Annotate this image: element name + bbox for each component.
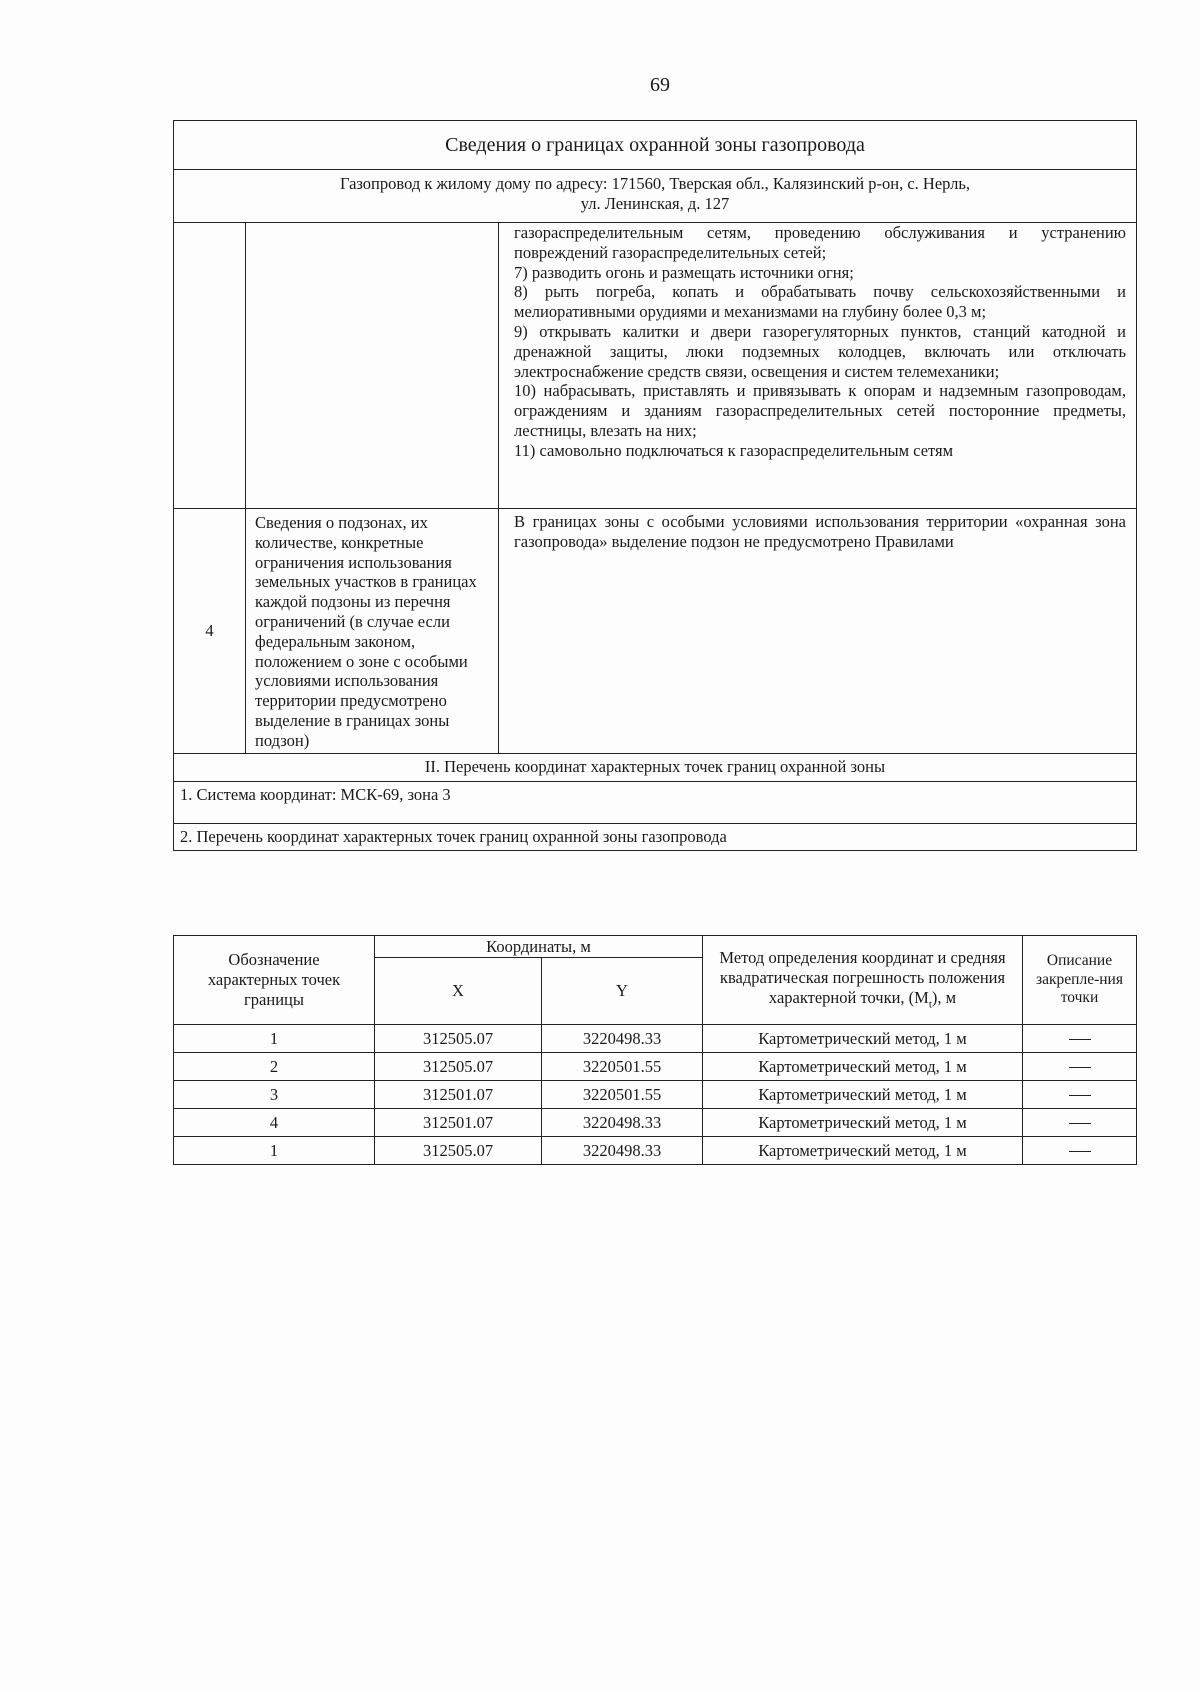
dash-mark: [1069, 1151, 1091, 1152]
subzone-info-text: В границах зоны с особыми условиями использования территории «охранная зона газопровода» выделение подзон не предусмотрено Правилами: [499, 509, 1137, 754]
zone-info-table: [173, 120, 1137, 851]
page-number: 69: [650, 74, 670, 96]
description-cell: [1023, 1053, 1137, 1081]
coordinate-list-title: 2. Перечень координат характерных точек границ охранной зоны газопровода: [174, 823, 1137, 850]
method-cell: Картометрический метод, 1 м: [703, 1109, 1023, 1137]
x-cell: 312501.07: [375, 1081, 542, 1109]
method-cell: Картометрический метод, 1 м: [703, 1137, 1023, 1165]
point-cell: 1: [174, 1025, 375, 1053]
header-description: Описание закрепле-ния точки: [1023, 936, 1137, 1025]
header-coordinates: Координаты, м: [375, 936, 703, 958]
continued-number-cell: [174, 223, 246, 509]
address-line-2: ул. Ленинская, д. 127: [580, 193, 730, 213]
dash-mark: [1069, 1123, 1091, 1124]
table-row: [174, 1109, 1137, 1137]
point-cell: 2: [174, 1053, 375, 1081]
restriction-line: 7) разводить огонь и размещать источники огня;: [514, 262, 854, 282]
method-cell: Картометрический метод, 1 м: [703, 1053, 1023, 1081]
table-row: [174, 1025, 1137, 1053]
restrictions-continued: [499, 223, 1137, 509]
restriction-line: 9) открывать калитки и двери газорегуляторных пунктов, станций катодной и дренажной защиты, люки подземных колодцев, включать или отключать электроснабжение средств связи, освещения и систем телемеханики;: [514, 321, 1127, 381]
coordinate-system: 1. Система координат: МСК-69, зона 3: [174, 781, 1137, 823]
table-title: Сведения о границах охранной зоны газопровода: [174, 121, 1137, 170]
restriction-line: 8) рыть погреба, копать и обрабатывать почву сельскохозяйственными и мелиоративными орудиями и механизмами на глубину более 0,3 м;: [514, 282, 1127, 322]
y-cell: 3220498.33: [542, 1109, 703, 1137]
description-cell: [1023, 1109, 1137, 1137]
point-cell: 3: [174, 1081, 375, 1109]
x-cell: 312505.07: [375, 1137, 542, 1165]
header-method: Метод определения координат и средняя квадратическая погрешность положения характерной точки, $(M_t)$, м: [703, 936, 1023, 1025]
restriction-line: 10) набрасывать, приставлять и привязывать к опорам и надземным газопроводам, ограждениям и зданиям газораспределительных сетей посторонние предметы, лестницы, влезать на них;: [514, 381, 1127, 440]
header-y: Y: [542, 958, 703, 1025]
y-cell: 3220498.33: [542, 1137, 703, 1165]
x-cell: 312501.07: [375, 1109, 542, 1137]
header-x: X: [375, 958, 542, 1025]
coordinates-table: [173, 935, 1137, 1165]
coordinates-rows: [174, 1025, 1137, 1165]
point-cell: 1: [174, 1137, 375, 1165]
y-cell: 3220501.55: [542, 1053, 703, 1081]
section-2-title: II. Перечень координат характерных точек границ охранной зоны: [174, 753, 1137, 781]
dash-mark: [1069, 1039, 1091, 1040]
description-cell: [1023, 1025, 1137, 1053]
table-row: [174, 1081, 1137, 1109]
method-cell: Картометрический метод, 1 м: [703, 1025, 1023, 1053]
point-cell: 4: [174, 1109, 375, 1137]
y-cell: 3220498.33: [542, 1025, 703, 1053]
dash-mark: [1069, 1095, 1091, 1096]
dash-mark: [1069, 1067, 1091, 1068]
table-row: [174, 1137, 1137, 1165]
address-line-1: Газопровод к жилому дому по адресу: 171560, Тверская обл., Калязинский р-он, с. Нерль,: [339, 174, 971, 193]
continued-name-cell: [246, 223, 499, 509]
x-cell: 312505.07: [375, 1053, 542, 1081]
header-point: Обозначение характерных точек границы: [174, 936, 375, 1025]
subzone-info-label: Сведения о подзонах, их количестве, конкретные ограничения использования земельных участков в границах каждой подзоны из перечня ограничений (в случае если федеральным законом, положением о зоне с особыми условиями использования территории предусмотрено выделение в границах зоны подзон): [246, 509, 499, 754]
x-cell: 312505.07: [375, 1025, 542, 1053]
restriction-line: газораспределительным сетям, проведению обслуживания и устранению повреждений газораспределительных сетей;: [514, 223, 1127, 262]
table-row: [174, 1053, 1137, 1081]
method-cell: Картометрический метод, 1 м: [703, 1081, 1023, 1109]
description-cell: [1023, 1081, 1137, 1109]
y-cell: 3220501.55: [542, 1081, 703, 1109]
row-number: 4: [174, 509, 246, 754]
description-cell: [1023, 1137, 1137, 1165]
object-address: [174, 170, 1137, 223]
restriction-line: 11) самовольно подключаться к газораспределительным сетям: [514, 440, 954, 460]
